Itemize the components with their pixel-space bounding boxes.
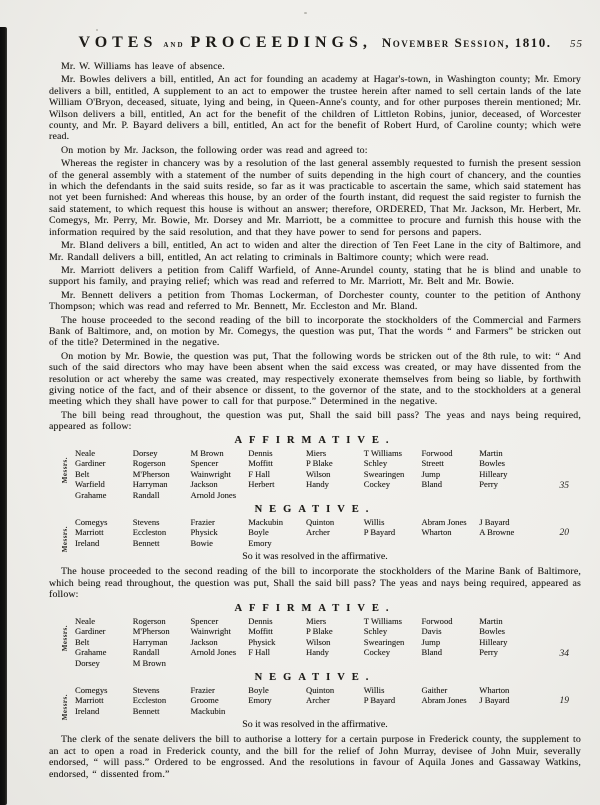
voter-name: Arnold Jones [190, 647, 237, 658]
paragraph-lockerman-petition: Mr. Bennett delivers a petition from Thomas Lockerman, of Dorchester county, counter to the petition of Anthony Thompson; which was read and referred to Mr. Bennett, Mr. Eccleston and Mr. Bland. [49, 289, 581, 313]
voter-name: Eccleston [132, 695, 167, 706]
vote-column [133, 685, 191, 717]
vote-column [248, 616, 306, 669]
vote-column [364, 616, 422, 669]
vote-column [248, 517, 306, 549]
voter-name: Wainwright [190, 468, 231, 479]
negative-heading: NEGATIVE. [254, 671, 376, 683]
title-session: November Session, 1810. [381, 35, 552, 50]
paragraph-bills-delivered: Mr. Bowles delivers a bill, entitled, An act for founding an academy at Hagar's-town, in Washington county; Mr. Emory delivers a bill, entitled, A supplement to an act to empower the trustee herein after named to sell certain lands of the late William O'Bryon, deceased, situate, lying and being, in Queen-Anne's county, and for other purposes therein mentioned; Mr. Wilson delivers a bill, entitled, An act for the benefit of the children of Littleton Robins, junior, deceased, of Worcester county, and Mr. P. Bayard delivers a bill, entitled, An act for the benefit of Robert Hurd, of Caroline county; which were read. [49, 74, 581, 143]
voter-columns [75, 517, 537, 549]
voter-columns [75, 685, 537, 717]
voter-name: F Hall [248, 647, 270, 658]
vote-count: 19 [559, 696, 569, 707]
paragraph-chancery-order: Whereas the register in chancery was by a resolution of the last general assembly requested to furnish the present session of the general assembly with a statement of the number of suits depending in the high court of chancery, and the counties in which the defendants in the said suits reside, so far as it was practicable to ascertain the same, which said statement has not yet been furnished: And whereas this house, by an order of the fourth instant, did request the said register to furnish the said statement, to which request this house is without an answer; therefore, ORDERED, That Mr. Jackson, Mr. Herbert, Mr. Comegys, Mr. Perry, Mr. Bowie, Mr. Dorsey and Mr. Marriott, be a committee to procure and furnish this house with the information required by the said resolution, and that they have power to send for persons and papers. [49, 158, 581, 238]
paragraph-senate-clerk: The clerk of the senate delivers the bill to authorise a lottery for a certain purpose in Frederick county, the supplement to an act to open a road in Frederick county, and the bill for the relief of John Murray, devisee of John Muir, severally endorsed, “ will pass.” Ordered to be engrossed. And the resolutions in favour of Aquila Jones and Gassaway Watkins, endorsed, “ dissented from.” [49, 734, 581, 780]
voter-name: Forwood [421, 447, 453, 458]
voter-name: Mackubin [190, 705, 226, 716]
voter-name: Belt [75, 636, 90, 647]
vote-column [191, 616, 249, 669]
page-number: 55 [570, 38, 583, 50]
page-header [49, 34, 581, 52]
voter-name: Frazier [190, 516, 215, 527]
paragraph-jackson-motion: On motion by Mr. Jackson, the following order was read and agreed to: [61, 144, 368, 156]
paragraph-leave-of-absence: Mr. W. Williams has leave of absence. [61, 61, 225, 72]
vote-column [248, 448, 306, 501]
voter-name: Streett [421, 458, 444, 469]
voter-name: Frazier [190, 684, 215, 695]
vote-column [191, 685, 249, 717]
voter-name: Comegys [75, 516, 108, 527]
voter-name: Willis [363, 684, 385, 695]
vote-count: 34 [559, 648, 569, 659]
voter-name: Harryman [132, 636, 168, 647]
title-votes: VOTES [78, 34, 158, 51]
voter-name: Stevens [132, 516, 160, 527]
voter-name: Dennis [248, 615, 273, 626]
voter-name: Wharton [479, 684, 510, 695]
voter-name: Hilleary [479, 636, 508, 647]
voter-name: Jump [421, 468, 441, 479]
voter-name: Boyle [248, 527, 269, 538]
voter-name: Jump [421, 636, 441, 647]
voter-name: Davis [421, 626, 442, 637]
voter-name: Swearingen [363, 468, 405, 479]
voter-name: Gardiner [75, 626, 106, 637]
vote-column [191, 517, 249, 549]
resolution-line-1: So it was resolved in the affirmative. [242, 551, 388, 563]
voter-name: Schley [363, 458, 388, 469]
voter-name: Willis [363, 516, 385, 527]
voter-name: Rogerson [132, 458, 166, 469]
messrs-label: Messrs. [61, 456, 69, 483]
paragraph-marine-bank: The house proceeded to the second reading of the bill to incorporate the stockholders of the Marine Bank of Baltimore, which being read throughout, the question was put, Shall the said bill pass? The yeas and nays being required, appeared as follow: [49, 566, 581, 601]
voter-name: Harryman [132, 479, 168, 490]
voter-name: Bowles [479, 458, 506, 469]
vote-table-affirmative-2 [49, 603, 581, 669]
voter-name: Eccleston [132, 527, 167, 538]
voter-name: Boyle [248, 684, 269, 695]
voter-name: Herbert [248, 479, 275, 490]
voter-name: Moffitt [248, 458, 273, 469]
vote-column [306, 616, 364, 669]
voter-name: Physick [190, 527, 218, 538]
vote-column [306, 685, 364, 717]
messrs-label: Messrs. [61, 525, 69, 552]
voter-name: Bennett [132, 537, 160, 548]
voter-name: Gaither [421, 684, 448, 695]
voter-name: T Williams [363, 615, 402, 626]
voter-name: Wilson [306, 468, 331, 479]
voter-name: Perry [479, 647, 498, 658]
voter-name: Grahame [75, 489, 107, 500]
vote-table-negative-1 [49, 503, 581, 552]
voter-name: Belt [75, 468, 90, 479]
voter-name: Stevens [132, 684, 160, 695]
voter-name: Rogerson [132, 615, 166, 626]
voter-name: Emory [248, 695, 272, 706]
vote-column [479, 448, 537, 501]
negative-heading: NEGATIVE. [254, 503, 376, 515]
voter-name: J Bayard [479, 695, 510, 706]
voter-name: Bland [421, 647, 443, 658]
vote-column [133, 448, 191, 501]
voter-name: Miers [306, 615, 327, 626]
voter-name: Grahame [75, 647, 107, 658]
voter-name: Ireland [75, 705, 100, 716]
voter-name: Forwood [421, 615, 453, 626]
voter-name: Bennett [132, 705, 160, 716]
voter-name: P Bayard [363, 695, 396, 706]
voter-name: Miers [306, 447, 327, 458]
voter-name: Archer [306, 695, 330, 706]
voter-name: T Williams [363, 447, 402, 458]
voter-name: Dorsey [132, 447, 158, 458]
voter-name: Gardiner [75, 458, 106, 469]
voter-name: P Blake [306, 458, 333, 469]
vote-column [479, 517, 537, 549]
voter-name: M'Pherson [132, 468, 170, 479]
vote-column [306, 517, 364, 549]
vote-column [306, 448, 364, 501]
voter-name: Dorsey [75, 657, 100, 668]
messrs-label: Messrs. [61, 624, 69, 651]
vote-column [191, 448, 249, 501]
voter-name: Bowie [190, 537, 213, 548]
voter-name: Martin [479, 615, 503, 626]
vote-column [364, 448, 422, 501]
title-and: and [163, 39, 185, 50]
vote-column [248, 685, 306, 717]
voter-name: Wainwright [190, 626, 231, 637]
resolution-line-2: So it was resolved in the affirmative. [242, 719, 388, 731]
voter-name: Swearingen [363, 636, 405, 647]
document-page [49, 34, 581, 782]
voter-name: Jackson [190, 479, 218, 490]
voter-name: Marriott [75, 527, 104, 538]
vote-count: 20 [559, 528, 569, 539]
affirmative-heading: AFFIRMATIVE. [234, 602, 396, 614]
vote-table-negative-2 [49, 671, 581, 720]
vote-column [133, 616, 191, 669]
voter-name: P Blake [306, 626, 333, 637]
scan-binding-edge [0, 27, 7, 805]
voter-name: M Brown [190, 447, 224, 458]
vote-column [133, 517, 191, 549]
voter-name: Hilleary [479, 468, 508, 479]
voter-name: Jackson [190, 636, 218, 647]
paragraph-warfield-petition: Mr. Marriott delivers a petition from Califf Warfield, of Anne-Arundel county, stating that he is blind and unable to support his family, and praying relief; which was read and referred to Mr. Marriott, Mr. Belt and Mr. Bowie. [49, 264, 581, 288]
vote-column [422, 517, 480, 549]
paragraph-commercial-farmers-bank: The house proceeded to the second reading of the bill to incorporate the stockholders of the Commercial and Farmers Bank of Baltimore, and, on motion by Mr. Comegys, the question was put, That the words “ and Farmers” be stricken out of the title? Determined in the negative. [49, 314, 581, 349]
vote-column [75, 448, 133, 501]
voter-name: Cockey [363, 647, 391, 658]
voter-name: Arnold Jones [190, 489, 237, 500]
voter-name: Emory [248, 537, 272, 548]
voter-name: Archer [306, 527, 330, 538]
vote-column [75, 685, 133, 717]
voter-name: Ireland [75, 537, 100, 548]
scan-speck [304, 12, 307, 14]
vote-column [364, 517, 422, 549]
voter-name: Quinton [306, 684, 335, 695]
vote-column [364, 685, 422, 717]
voter-name: Randall [132, 489, 160, 500]
voter-name: Handy [306, 647, 329, 658]
voter-name: Warfield [75, 479, 105, 490]
voter-name: A Browne [479, 527, 515, 538]
messrs-label: Messrs. [61, 693, 69, 720]
voter-name: Bland [421, 479, 443, 490]
voter-name: Quinton [306, 516, 335, 527]
voter-name: M Brown [132, 657, 166, 668]
voter-name: Cockey [363, 479, 391, 490]
voter-name: Wilson [306, 636, 331, 647]
voter-columns [75, 448, 537, 501]
voter-name: F Hall [248, 468, 270, 479]
voter-name: Bowles [479, 626, 506, 637]
title-proceedings: PROCEEDINGS, [190, 34, 372, 51]
paragraph-bowie-motion-8th-rule: On motion by Mr. Bowie, the question was put, That the following words be stricken out of the 8th rule, to wit: “ And such of the said directors who may have been absent when the said excess was created, or may have dissented from the resolution or act whereby the same was created, may respectively exonerate themselves from being so liable, by forthwith giving notice of the fact, and of their absence or dissent, to the governor of the state, and to the stockholders at a general meeting which they shall have power to call for that purpose.” Determined in the negative. [49, 350, 581, 408]
voter-name: Dennis [248, 447, 273, 458]
voter-name: Marriott [75, 695, 104, 706]
scan-speck [96, 29, 98, 31]
voter-name: Neale [75, 447, 96, 458]
voter-name: M'Pherson [132, 626, 170, 637]
vote-column [422, 616, 480, 669]
voter-name: Perry [479, 479, 498, 490]
vote-table-affirmative-1 [49, 435, 581, 501]
vote-count: 35 [559, 480, 569, 491]
affirmative-heading: AFFIRMATIVE. [234, 434, 396, 446]
voter-name: Abram Jones [421, 695, 467, 706]
voter-name: Neale [75, 615, 96, 626]
voter-name: Abram Jones [421, 516, 467, 527]
voter-name: Randall [132, 647, 160, 658]
voter-name: Spencer [190, 458, 219, 469]
voter-name: Handy [306, 479, 329, 490]
voter-columns [75, 616, 537, 669]
paragraph-bland-randall-bills: Mr. Bland delivers a bill, entitled, An act to widen and alter the direction of Ten Feet Lane in the city of Baltimore, and Mr. Randall delivers a bill, entitled, An act relating to criminals in Baltimore county; which were read. [49, 240, 581, 263]
paragraph-bill-pass-question-1: The bill being read throughout, the question was put, Shall the said bill pass? The yeas and nays being required, appeared as follow: [49, 409, 581, 433]
vote-column [75, 616, 133, 669]
voter-name: Wharton [421, 527, 452, 538]
voter-name: P Bayard [363, 527, 396, 538]
voter-name: Groome [190, 695, 219, 706]
voter-name: Martin [479, 447, 503, 458]
vote-column [479, 616, 537, 669]
voter-name: Schley [363, 626, 388, 637]
voter-name: Moffitt [248, 626, 273, 637]
vote-column [422, 448, 480, 501]
voter-name: J Bayard [479, 516, 510, 527]
voter-name: Physick [248, 636, 276, 647]
vote-column [422, 685, 480, 717]
voter-name: Comegys [75, 684, 108, 695]
vote-column [75, 517, 133, 549]
voter-name: Mackubin [248, 516, 284, 527]
voter-name: Spencer [190, 615, 219, 626]
vote-column [479, 685, 537, 717]
